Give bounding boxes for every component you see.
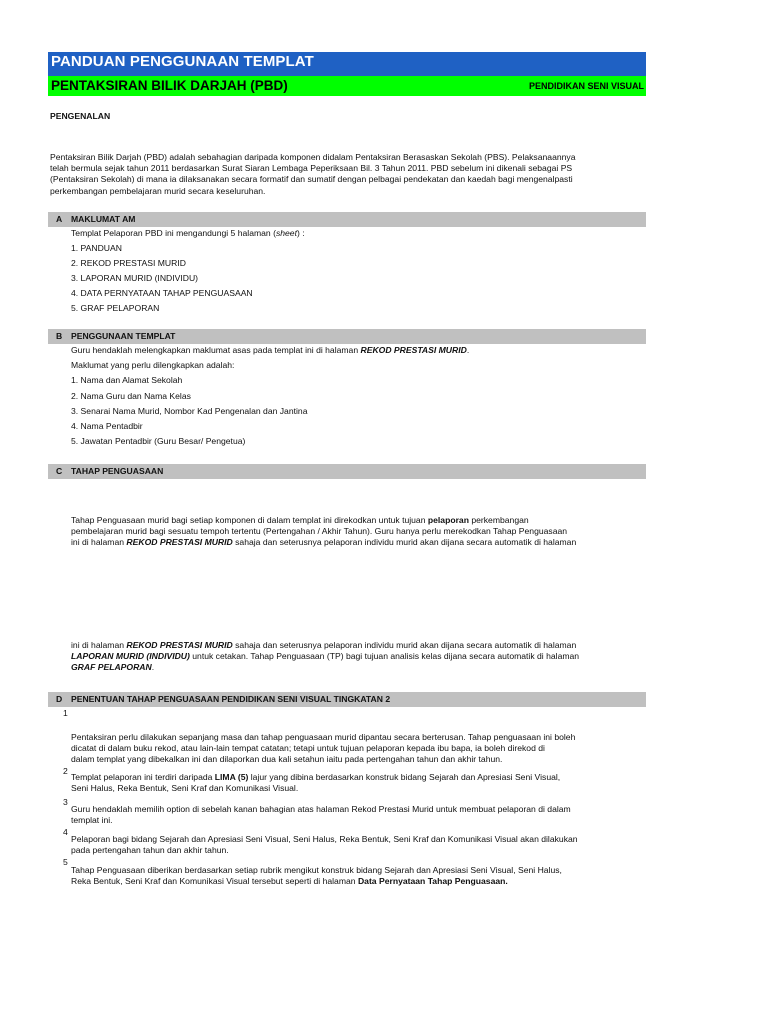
section-letter: D	[56, 694, 63, 704]
section-title: TAHAP PENGUASAAN	[71, 466, 164, 476]
intro-heading: PENGENALAN	[50, 111, 111, 121]
list-item: 3. Senarai Nama Murid, Nombor Kad Pengenalan dan Jantina	[71, 406, 308, 416]
section-d-item: Templat pelaporan ini terdiri daripada LIMA (5) lajur yang dibina berdasarkan konstruk bidang Sejarah dan Apresiasi Seni Visual, Seni Halus, Reka Bentuk, Seni Kraf dan Komunikasi Visual.	[71, 772, 561, 794]
list-item: 2. REKOD PRESTASI MURID	[71, 258, 186, 268]
section-a-header	[48, 212, 646, 227]
intro-line: (Pentaksiran Sekolah) di mana ia dilaksanakan secara formatif dan sumatif dengan pelbagai pendekatan dan kaedah bagi mengenalpasti	[50, 174, 573, 185]
list-item: 2. Nama Guru dan Nama Kelas	[71, 391, 191, 401]
section-letter: B	[56, 331, 63, 341]
section-d-item: Tahap Penguasaan diberikan berdasarkan setiap rubrik mengikut konstruk bidang Sejarah dan Apresiasi Seni Visual, Seni Halus, Reka Bentuk, Seni Kraf dan Komunikasi Visual tersebut seperti di halaman Data Pernyataan Tahap Penguasaan.	[71, 865, 562, 887]
section-d-item: Pelaporan bagi bidang Sejarah dan Apresiasi Seni Visual, Seni Halus, Reka Bentuk, Seni Kraf dan Komunikasi Visual akan dilakukan pada pertengahan tahun dan akhir tahun.	[71, 834, 578, 856]
section-b-line1: Guru hendaklah melengkapkan maklumat asas pada templat ini di halaman REKOD PRESTASI MURID.	[71, 345, 470, 355]
item-number: 4	[63, 827, 68, 837]
list-item: 5. Jawatan Pentadbir (Guru Besar/ Pengetua)	[71, 436, 246, 446]
section-title: MAKLUMAT AM	[71, 214, 136, 224]
intro-line: perkembangan pembelajaran murid secara keseluruhan.	[50, 185, 266, 196]
section-b-line2: Maklumat yang perlu dilengkapkan adalah:	[71, 360, 235, 370]
subtitle-bar	[48, 76, 646, 96]
section-b-header	[48, 329, 646, 344]
item-number: 2	[63, 766, 68, 776]
page-subtitle: PENTAKSIRAN BILIK DARJAH (PBD)	[51, 78, 288, 93]
section-c-para-bottom: ini di halaman REKOD PRESTASI MURID sahaja dan seterusnya pelaporan individu murid akan dijana secara automatik di halaman LAPORAN MURID (INDIVIDU) untuk cetakan. Tahap Penguasaan (TP) bagi tujuan analisis kelas dijana secara automatik di halaman GRAF PELAPORAN.	[71, 640, 580, 673]
list-item: 4. Nama Pentadbir	[71, 421, 143, 431]
title-bar	[48, 52, 646, 76]
section-d-header	[48, 692, 646, 707]
subject-label: PENDIDIKAN SENI VISUAL	[528, 81, 644, 91]
section-c-para-top: Tahap Penguasaan murid bagi setiap komponen di dalam templat ini direkodkan untuk tujuan pelaporan perkembangan pembelajaran murid bagi sesuatu tempoh tertentu (Pertengahan / Akhir Tahun). Guru hanya perlu merekodkan Tahap Penguasaan ini di halaman REKOD PRESTASI MURID sahaja dan seterusnya pelaporan individu murid akan dijana secara automatik di halaman	[71, 515, 577, 548]
section-a-intro: Templat Pelaporan PBD ini mengandungi 5 halaman (sheet) :	[71, 228, 305, 238]
section-title: PENGGUNAAN TEMPLAT	[71, 331, 176, 341]
page-title: PANDUAN PENGGUNAAN TEMPLAT	[51, 53, 314, 70]
section-letter: A	[56, 214, 63, 224]
section-c-header	[48, 464, 646, 479]
section-d-item: Guru hendaklah memilih option di sebelah kanan bahagian atas halaman Rekod Prestasi Murid untuk membuat pelaporan di dalam templat ini.	[71, 804, 571, 826]
section-letter: C	[56, 466, 63, 476]
intro-line: Pentaksiran Bilik Darjah (PBD) adalah sebahagian daripada komponen didalam Pentaksiran Berasaskan Sekolah (PBS). Pelaksanaannya	[50, 152, 576, 162]
intro-text	[50, 152, 650, 197]
item-number: 5	[63, 857, 68, 867]
list-item: 1. PANDUAN	[71, 243, 122, 253]
intro-line: telah bermula sejak tahun 2011 berdasarkan Surat Siaran Lembaga Peperiksaan Bil. 3 Tahun 2011. PBD sebelum ini dikenali sebagai PS	[50, 163, 573, 174]
item-number: 1	[63, 708, 68, 718]
section-title: PENENTUAN TAHAP PENGUASAAN PENDIDIKAN SENI VISUAL TINGKATAN 2	[71, 694, 391, 704]
list-item: 3. LAPORAN MURID (INDIVIDU)	[71, 273, 199, 283]
list-item: 4. DATA PERNYATAAN TAHAP PENGUASAAN	[71, 288, 253, 298]
item-number: 3	[63, 797, 68, 807]
list-item: 5. GRAF PELAPORAN	[71, 303, 160, 313]
list-item: 1. Nama dan Alamat Sekolah	[71, 375, 183, 385]
section-d-item: Pentaksiran perlu dilakukan sepanjang masa dan tahap penguasaan murid dipantau secara berterusan. Tahap penguasaan ini boleh dicatat di dalam buku rekod, atau lain-lain tempat catatan; tetapi untuk tujuan pelaporan kepada ibu bapa, ia boleh direkod di dalam templat yang dibekalkan ini dan dilaporkan dua kali setahun iaitu pada pertengahan tahun dan akhir tahun.	[71, 732, 576, 765]
